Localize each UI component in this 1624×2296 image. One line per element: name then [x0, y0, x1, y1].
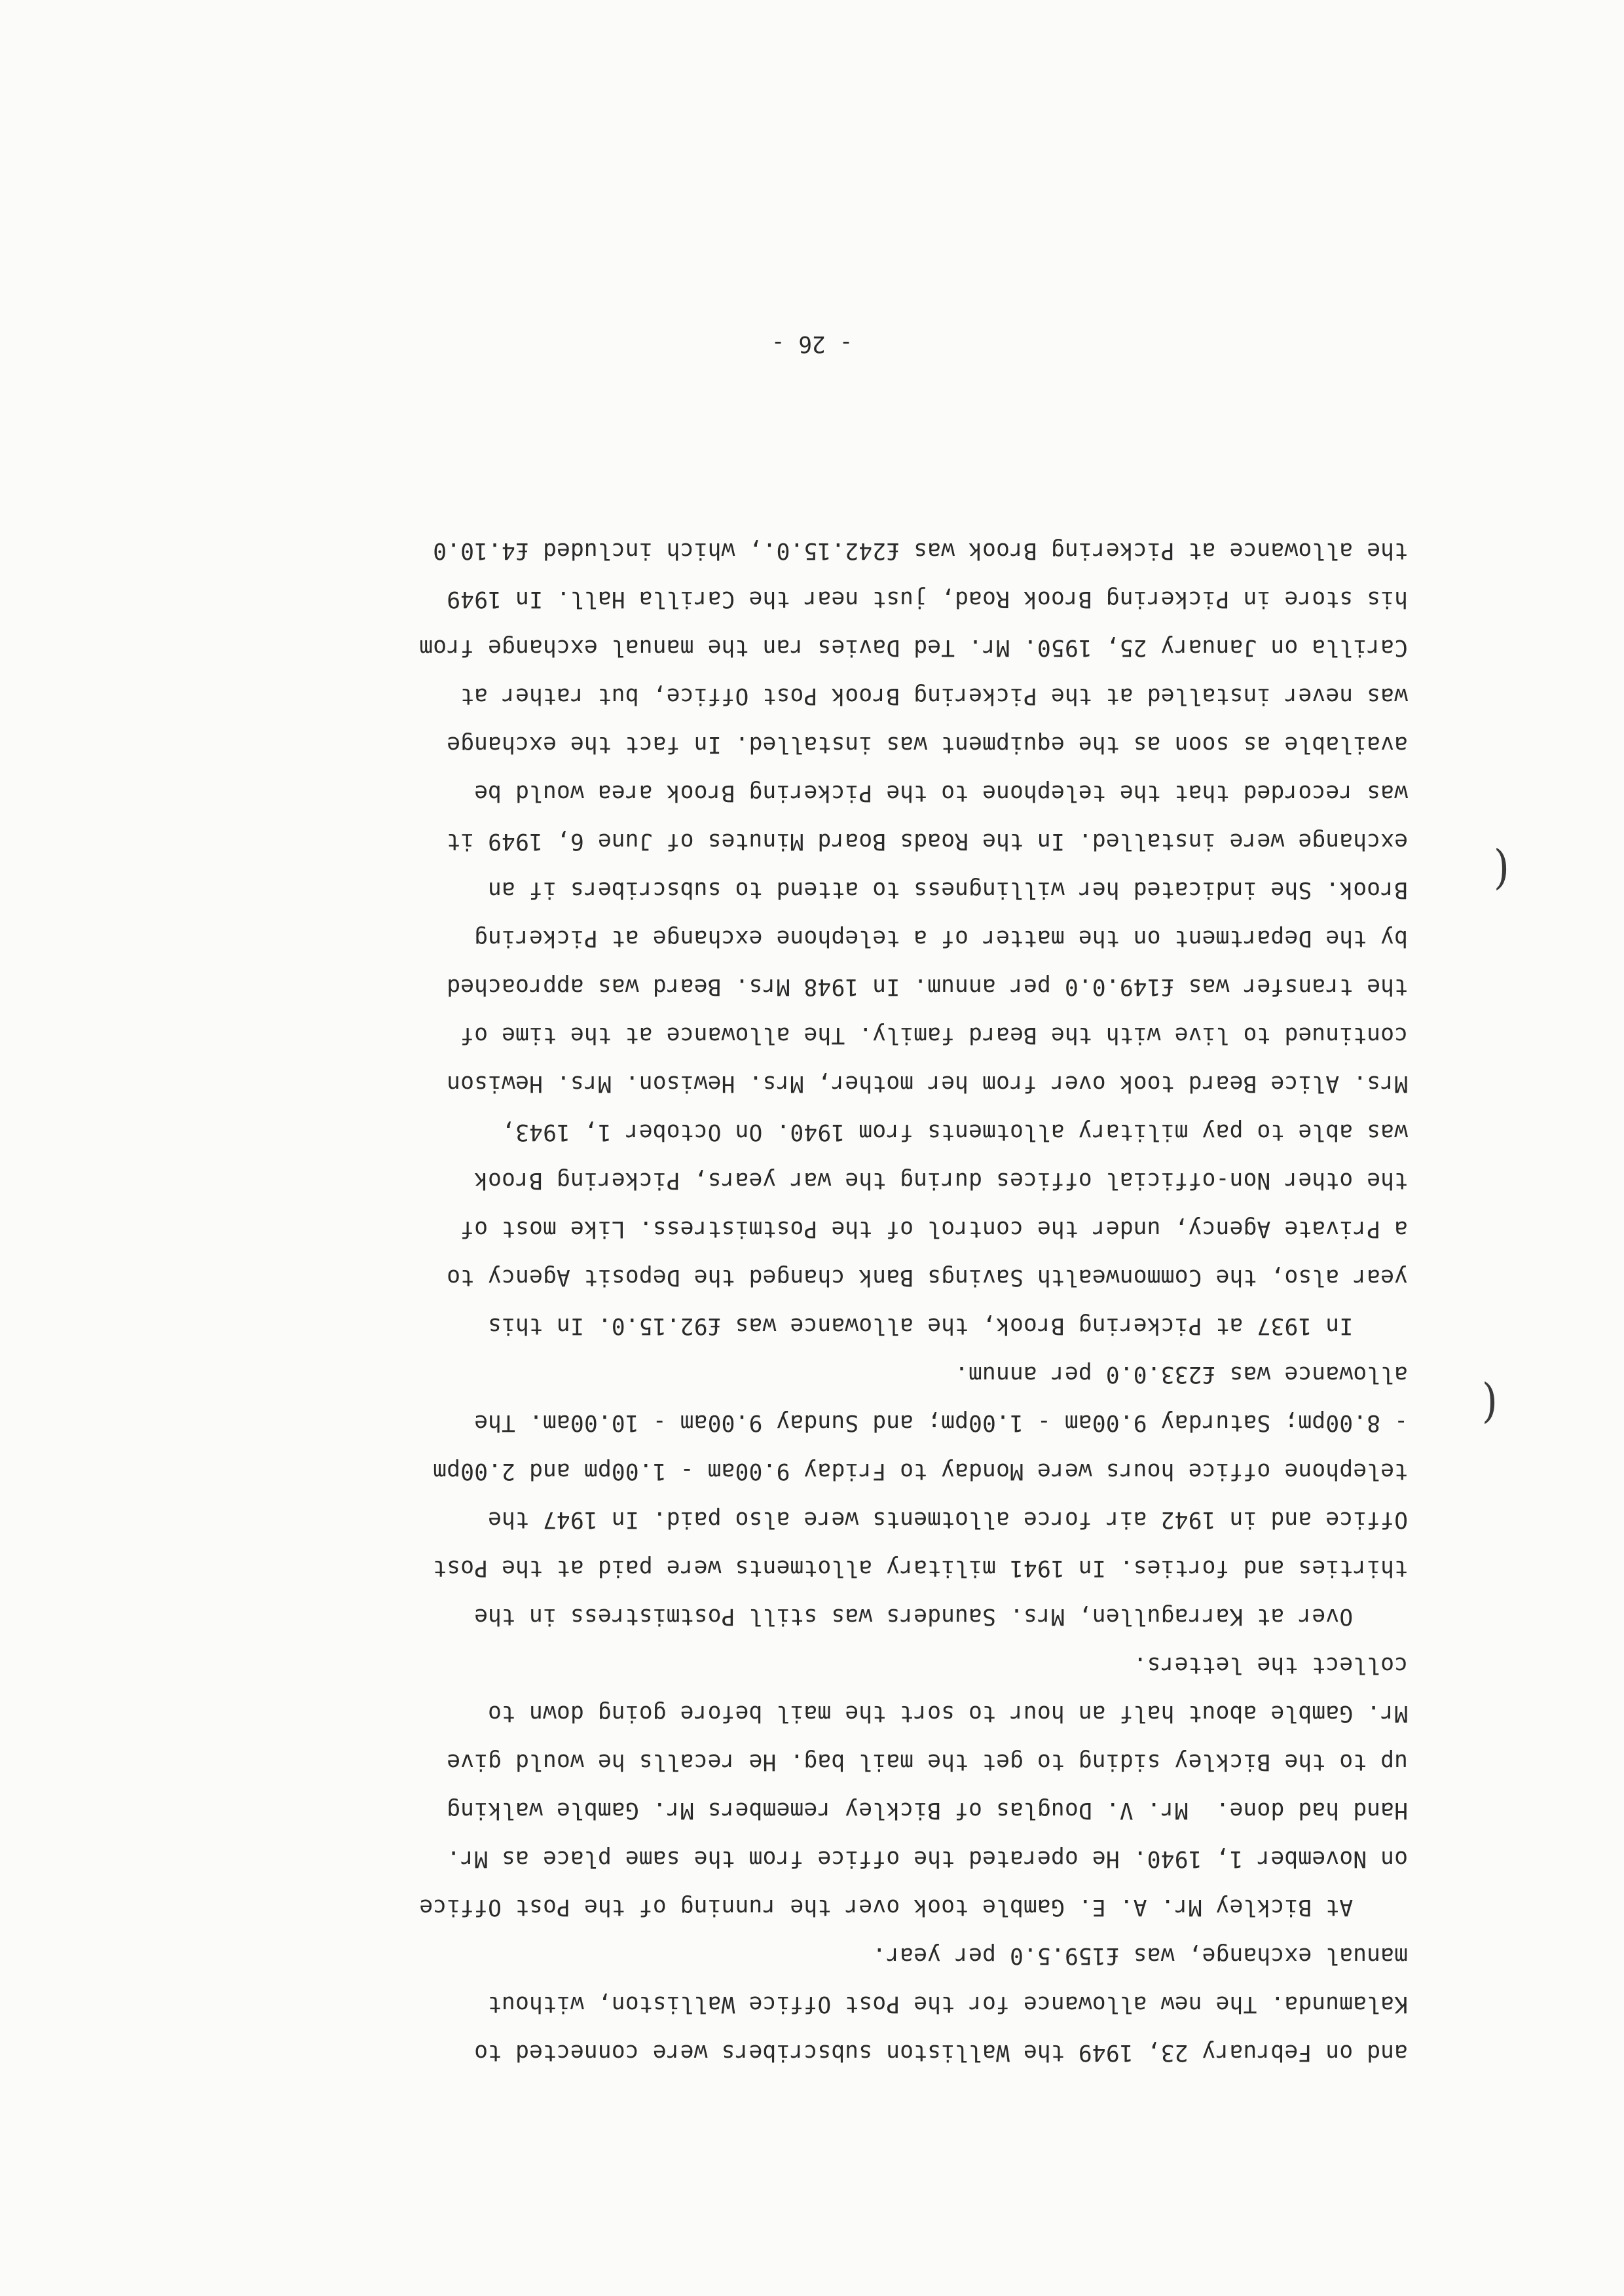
text-line: up to the Bickley siding to get the mail bag. He recalls he would give	[447, 1749, 1408, 1775]
text-line: Over at Karragullen, Mrs. Saunders was still Postmistress in the	[473, 1603, 1408, 1630]
text-line: was able to pay military allotments from 1940. On October 1, 1943,	[501, 1119, 1408, 1145]
text-line: the transfer was £149.0.0 per annum. In 1948 Mrs. Beard was approached	[447, 974, 1408, 1000]
text-line: Office and in 1942 air force allotments were also paid. In 1947 the	[487, 1506, 1408, 1533]
text-line: exchange were installed. In the Roads Board Minutes of June 6, 1949 it	[447, 828, 1408, 854]
margin-bracket-mark: (	[1481, 1377, 1498, 1432]
text-line: allowance was £233.0.0 per annum.	[954, 1361, 1408, 1387]
text-line: the other Non-official offices during the war years, Pickering Brook	[473, 1167, 1408, 1194]
body-text	[210, 526, 1408, 2077]
text-line: the allowance at Pickering Brook was £242.15.0., which included £4.10.0	[433, 538, 1408, 564]
text-line: At Bickley Mr. A. E. Gamble took over the running of the Post Office	[419, 1894, 1408, 1920]
text-line: Kalamunda. The new allowance for the Post Office Walliston, without	[487, 1991, 1408, 2017]
text-line: Mr. Gamble about half an hour to sort the mail before going down to	[487, 1700, 1408, 1726]
text-line: thirties and forties. In 1941 military allotments were paid at the Post	[433, 1555, 1408, 1581]
text-line: on November 1, 1940. He operated the office from the same place as Mr.	[447, 1846, 1408, 1872]
page-number: - 26 -	[771, 331, 853, 357]
text-line: Brook. She indicated her willingness to attend to subscribers if an	[487, 877, 1408, 903]
text-line: Mrs. Alice Beard took over from her mother, Mrs. Hewison. Mrs. Hewison	[447, 1070, 1408, 1097]
text-line: was never installed at the Pickering Brook Post Office, but rather at	[460, 683, 1408, 709]
text-line: year also, the Commonwealth Savings Bank changed the Deposit Agency to	[447, 1264, 1408, 1290]
text-line: and on February 23, 1949 the Walliston subscribers were connected to	[473, 2039, 1408, 2066]
text-line: In 1937 at Pickering Brook, the allowance was £92.15.0. In this	[487, 1313, 1408, 1339]
text-line: Hand had done. Mr. V. Douglas of Bickley remembers Mr. Gamble walking	[447, 1797, 1408, 1823]
text-line: manual exchange, was £159.5.0 per year.	[872, 1942, 1408, 1969]
text-line: was recorded that the telephone to the Pickering Brook area would be	[473, 780, 1408, 806]
text-line: collect the letters.	[1133, 1652, 1408, 1678]
text-line: - 8.00pm; Saturday 9.00am - 1.00pm; and Sunday 9.00am - 10.00am. The	[473, 1410, 1408, 1436]
text-line: continued to live with the Beard family. The allowance at the time of	[460, 1022, 1408, 1048]
text-line: his store in Pickering Brook Road, just near the Carilla Hall. In 1949	[447, 586, 1408, 612]
text-line: a Private Agency, under the control of the Postmistress. Like most of	[460, 1216, 1408, 1242]
text-line: by the Department on the matter of a telephone exchange at Pickering	[473, 925, 1408, 951]
text-line: telephone office hours were Monday to Friday 9.00am - 1.00pm and 2.00pm	[433, 1458, 1408, 1484]
text-line: Carilla on January 25, 1950. Mr. Ted Davies ran the manual exchange from	[419, 634, 1408, 661]
margin-bracket-mark: (	[1493, 843, 1509, 899]
text-line: available as soon as the equipment was installed. In fact the exchange	[447, 731, 1408, 757]
